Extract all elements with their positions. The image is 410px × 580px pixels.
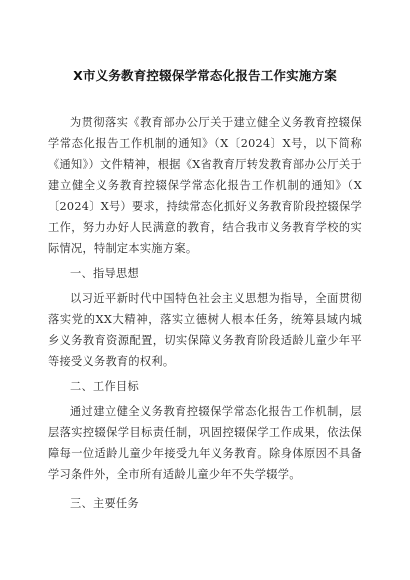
section-heading-work-goals: 二、工作目标 [70, 380, 139, 393]
section-heading-guiding-ideology: 一、指导思想 [70, 267, 139, 280]
section-paragraph-work-goals: 通过建立健全义务教育控辍保学常态化报告工作机制，层层落实控辍保学目标责任制，巩固控辍保学工作成果，依法保障每一位适龄儿童少年接受九年义务教育。除身体原因不具备学习条件外，全市所有适龄儿童少年不失学辍学。 [48, 405, 362, 481]
document-title: X市义务教育控辍保学常态化报告工作实施方案 [73, 68, 337, 83]
section-paragraph-guiding-ideology: 以习近平新时代中国特色社会主义思想为指导，全面贯彻落实党的XX大精神，落实立德树人根本任务，统筹县域内城乡义务教育资源配置，切实保障义务教育阶段适龄儿童少年平等接受义务教育的权利。 [48, 292, 362, 368]
intro-paragraph: 为贯彻落实《教育部办公厅关于建立健全义务教育控辍保学常态化报告工作机制的通知》（X〔2024〕X号，以下简称《通知》）文件精神，根据《X省教育厅转发教育部办公厅关于建立健全义务教育控辍保学常态化报告工作机制的通知》（X〔2024〕X号）要求，持续常态化抓好义务教育阶段控辍保学工作，努力办好人民满意的教育，结合我市义务教育学校的实际情况，特制定本实施方案。 [48, 116, 362, 255]
document-body [0, 112, 410, 514]
section-heading-main-tasks: 三、主要任务 [70, 497, 139, 510]
